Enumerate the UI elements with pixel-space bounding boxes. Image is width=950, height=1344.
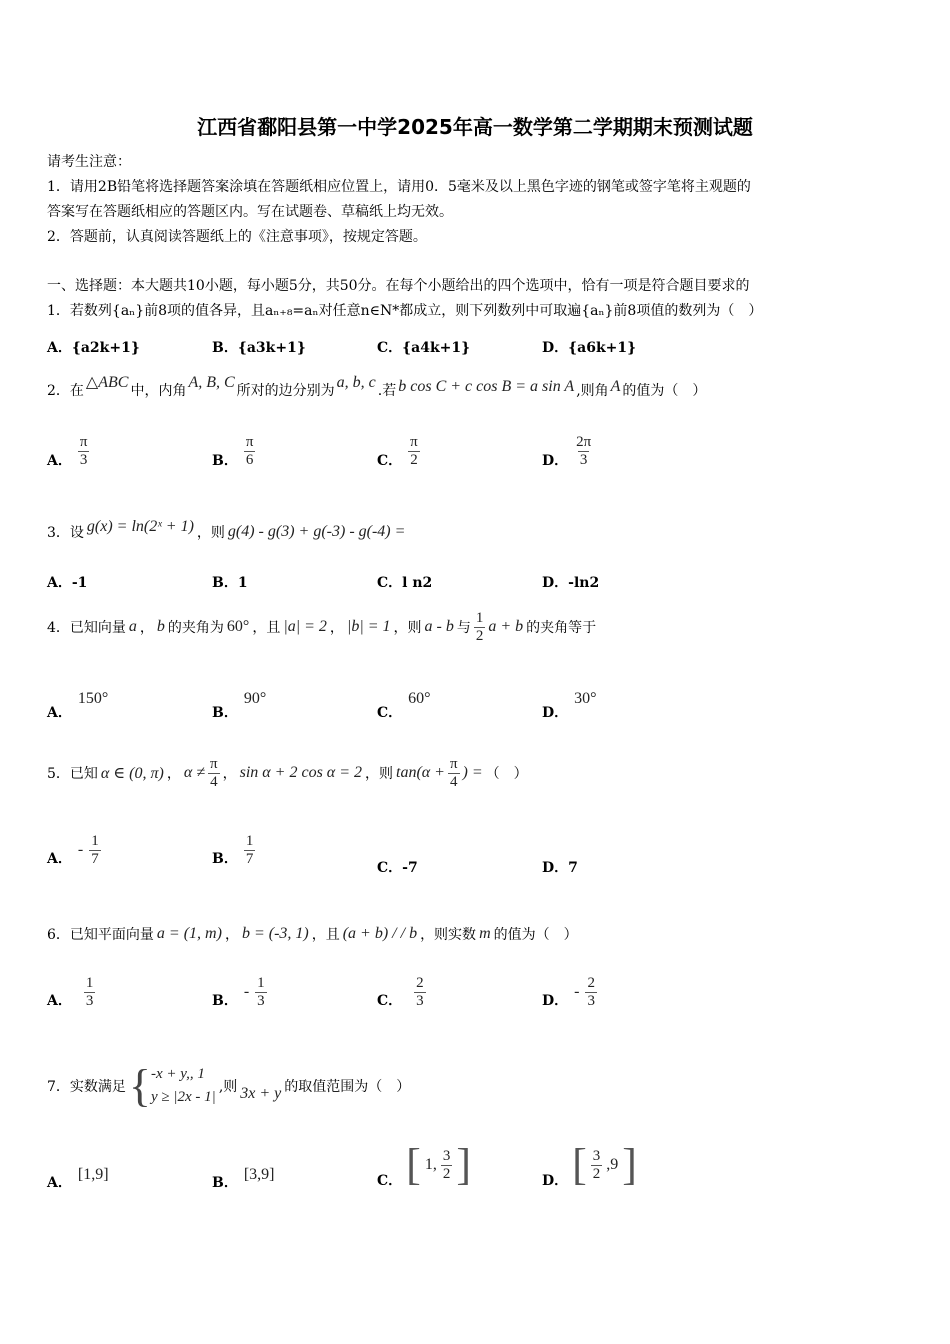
fraction <box>408 434 420 469</box>
q4-mag-b: |b| = 1 <box>346 618 391 635</box>
q4-text-2: ，且 <box>252 620 281 636</box>
q2-text-3: .若 <box>377 383 397 399</box>
q2-sides: a, b, c <box>336 374 376 391</box>
q3-option-d[interactable]: D．-ln2 <box>542 575 600 591</box>
q5-prefix: 5．已知 <box>47 766 98 782</box>
q2-angle-a: A <box>610 378 621 395</box>
option-label: C． <box>377 453 403 469</box>
question-5 <box>47 748 528 798</box>
q7-system <box>128 1060 216 1111</box>
q5-suffix: （ ） <box>485 766 528 782</box>
q3-prefix: 3．设 <box>47 525 84 541</box>
fraction <box>474 610 486 645</box>
left-bracket-icon: [ <box>406 1140 421 1189</box>
denominator: 4 <box>210 773 218 790</box>
q4-prefix: 4．已知向量 <box>47 620 126 636</box>
q6-option-b[interactable] <box>212 974 267 1010</box>
q6-prefix: 6．已知平面向量 <box>47 927 154 943</box>
denominator: 3 <box>85 992 94 1009</box>
fraction <box>244 833 256 868</box>
option-value: 150° <box>77 690 109 707</box>
fraction <box>441 1148 453 1183</box>
q3-function: g(x) = ln(2ˣ + 1) <box>86 518 194 535</box>
option-label: A． <box>47 453 72 469</box>
q1-option-b[interactable]: B．{a3k+1} <box>212 340 306 356</box>
sign: - <box>574 983 580 1000</box>
numerator: 1 <box>85 974 94 991</box>
numerator: 3 <box>442 1147 451 1164</box>
q7-text: ,则 <box>218 1079 238 1095</box>
q3-expression: g(4) - g(3) + g(-3) - g(-4) = <box>227 523 406 540</box>
q7-option-b[interactable] <box>212 1158 275 1192</box>
q4-option-a[interactable] <box>47 690 108 722</box>
q4-mag-a: |a| = 2 <box>283 618 327 635</box>
denominator: 6 <box>245 451 254 468</box>
q2-text-2: 所对的边分别为 <box>236 383 335 399</box>
option-label: A． <box>47 705 72 721</box>
q5-option-c[interactable]: C．-7 <box>377 860 418 876</box>
option-label: C． <box>377 705 403 721</box>
q6-vector-a: a = (1, m) <box>156 925 222 942</box>
q4-angle: 60° <box>226 618 250 635</box>
vector-a: a <box>128 618 137 635</box>
option-label: B． <box>212 1175 238 1191</box>
q7-option-d[interactable] <box>542 1140 637 1190</box>
option-label: D． <box>542 705 569 721</box>
option-label: A． <box>47 993 72 1009</box>
denominator: 3 <box>257 992 265 1009</box>
q2-suffix: 的值为（ ） <box>622 383 707 399</box>
notice-line-3: 2．答题前，认真阅读答题纸上的《注意事项》，按规定答题。 <box>47 229 427 245</box>
q6-suffix: 的值为（ ） <box>493 927 578 943</box>
option-label: A． <box>47 1175 72 1191</box>
q4-text-4: 与 <box>456 620 471 636</box>
q2-equation: b cos C + c cos B = a sin A <box>398 378 575 395</box>
q2-option-a[interactable] <box>47 432 89 470</box>
page-title: 江西省鄱阳县第一中学2025年高一数学第二学期期末预测试题 <box>197 115 753 139</box>
fraction <box>78 434 90 469</box>
option-label: D． <box>542 993 569 1009</box>
section-heading: 一、选择题：本大题共10小题，每小题5分，共50分。在每个小题给出的四个选项中，恰有一项是符合题目要求的 <box>47 278 750 294</box>
numerator: 1 <box>257 974 265 991</box>
q6-text-2: ，则实数 <box>420 927 477 943</box>
q7-option-a[interactable] <box>47 1158 109 1192</box>
option-label: B． <box>212 851 238 867</box>
right-bracket-icon: ] <box>622 1140 637 1189</box>
q5-expr: tan(α + <box>396 764 445 781</box>
q5-option-d[interactable]: D．7 <box>542 860 578 876</box>
q2-option-c[interactable] <box>377 432 420 470</box>
numerator: 3 <box>592 1147 601 1164</box>
denominator: 2 <box>410 451 418 468</box>
q6-option-d[interactable] <box>542 974 597 1010</box>
sign: - <box>243 983 250 1000</box>
option-value: 90° <box>243 690 267 707</box>
q5-sep: ， <box>166 766 181 782</box>
numerator: 2π <box>576 433 592 450</box>
q4-text-3: ，则 <box>393 620 422 636</box>
numerator: π <box>245 433 254 450</box>
q2-prefix: 2．在 <box>47 383 84 399</box>
q6-text-1: ，且 <box>311 927 340 943</box>
denominator: 2 <box>592 1165 601 1182</box>
numerator: 1 <box>91 832 99 849</box>
numerator: 1 <box>245 832 254 849</box>
q2-angles: A, B, C <box>188 374 235 391</box>
numerator: π <box>449 755 458 772</box>
question-4 <box>47 602 596 652</box>
q6-option-a[interactable] <box>47 974 95 1010</box>
q4-text-1: 的夹角为 <box>167 620 224 636</box>
denominator: 3 <box>79 451 88 468</box>
q5-option-a[interactable] <box>47 832 101 868</box>
fraction <box>89 833 101 868</box>
fraction <box>208 756 220 791</box>
denominator: 7 <box>245 850 254 867</box>
q6-sep: ， <box>224 927 239 943</box>
q5-sep-2: ， <box>222 766 237 782</box>
denominator: 2 <box>442 1165 451 1182</box>
option-label: C． <box>377 1173 403 1189</box>
q7-prefix: 7．实数满足 <box>47 1079 126 1095</box>
denominator: 2 <box>475 627 484 644</box>
q3-text: ，则 <box>196 525 225 541</box>
fraction <box>414 975 426 1010</box>
q2-text-1: 中，内角 <box>130 383 187 399</box>
q5-cond-3: sin α + 2 cos α = 2 <box>239 764 362 781</box>
q3-option-c[interactable]: C．l n2 <box>377 575 433 591</box>
q1-option-a[interactable]: A．{a2k+1} <box>47 340 140 356</box>
left-bracket-icon: [ <box>572 1140 587 1189</box>
q5-expr-end: ) = <box>462 764 483 781</box>
numerator: π <box>410 433 418 450</box>
q4-vector-1: a - b <box>424 618 454 635</box>
vector-b: b <box>156 618 165 635</box>
notice-line-2: 答案写在答题纸相应的答题区内。写在试题卷、草稿纸上均无效。 <box>47 204 453 220</box>
q5-cond-2: α ≠ <box>183 764 206 781</box>
q1-option-d[interactable]: D．{a6k+1} <box>542 340 637 356</box>
q4-vector-2: a + b <box>488 618 524 635</box>
q4-suffix: 的夹角等于 <box>526 620 597 636</box>
question-6 <box>47 916 578 952</box>
q6-vector-b: b = (-3, 1) <box>241 925 309 942</box>
q5-text: ，则 <box>365 766 393 782</box>
fraction <box>255 975 267 1010</box>
denominator: 3 <box>416 992 424 1009</box>
notice-line-1: 1．请用2B铅笔将选择题答案涂填在答题纸相应位置上，请用0．5毫米及以上黑色字迹的钢笔或签字笔将主观题的 <box>47 179 751 195</box>
q3-option-b[interactable]: B．1 <box>212 575 248 591</box>
fraction <box>84 975 96 1010</box>
numerator: 2 <box>587 974 595 991</box>
right-bracket-icon: ] <box>456 1140 471 1189</box>
q1-option-c[interactable]: C．{a4k+1} <box>377 340 471 356</box>
option-value: [3,9] <box>243 1166 275 1183</box>
minus-sign: - <box>77 841 84 858</box>
left-brace-icon: { <box>128 1060 152 1111</box>
option-value-end: ,9 <box>606 1156 619 1173</box>
fraction <box>574 434 593 469</box>
q7-system-line-2: y ≥ |2x - 1| <box>151 1089 216 1105</box>
question-1-text: 1．若数列{aₙ}前8项的值各异，且aₙ₊₈=aₙ对任意n∈N*都成立，则下列数列中可取遍{aₙ}前8项值的数列为（ ） <box>47 303 763 319</box>
q4-option-d[interactable] <box>542 690 597 722</box>
option-value: 60° <box>408 690 431 707</box>
option-value-start: 1, <box>424 1156 437 1173</box>
option-label: A． <box>47 851 72 867</box>
q2-option-d[interactable] <box>542 432 593 470</box>
numerator: π <box>210 755 218 772</box>
option-label: B． <box>212 993 238 1009</box>
numerator: π <box>79 433 88 450</box>
q7-option-c[interactable] <box>377 1140 471 1190</box>
notice-heading: 请考生注意： <box>47 154 131 170</box>
fraction <box>448 756 460 791</box>
q2-option-b[interactable] <box>212 432 255 470</box>
q7-expression: 3x + y <box>240 1085 282 1102</box>
q4-sep: ， <box>139 620 154 636</box>
q7-suffix: 的取值范围为（ ） <box>284 1079 411 1095</box>
fraction <box>244 434 256 469</box>
q2-text-4: ,则角 <box>576 383 609 399</box>
q7-system-line-1: -x + y,, 1 <box>151 1066 205 1082</box>
q4-option-b[interactable] <box>212 690 266 722</box>
denominator: 3 <box>587 992 595 1009</box>
option-label: B． <box>212 705 238 721</box>
q6-condition: (a + b) / / b <box>342 925 418 942</box>
q4-option-c[interactable] <box>377 690 431 722</box>
denominator: 3 <box>579 451 588 468</box>
denominator: 7 <box>91 850 99 867</box>
numerator: 2 <box>416 974 424 991</box>
option-label: D． <box>542 453 569 469</box>
fraction <box>585 975 597 1010</box>
question-3 <box>47 512 405 542</box>
q2-triangle: △ABC <box>85 374 129 391</box>
option-label: B． <box>212 453 238 469</box>
option-value: [1,9] <box>77 1166 109 1183</box>
question-7 <box>47 1056 410 1116</box>
q3-option-a[interactable]: A．-1 <box>47 575 88 591</box>
q6-m: m <box>479 925 491 942</box>
fraction <box>591 1148 603 1183</box>
q5-option-b[interactable] <box>212 832 255 868</box>
question-2 <box>47 370 706 400</box>
q5-cond-1: α ∈ (0, π) <box>100 765 164 782</box>
option-value: 30° <box>574 690 597 707</box>
numerator: 1 <box>475 609 484 626</box>
option-label: C． <box>377 993 403 1009</box>
q6-option-c[interactable] <box>377 974 426 1010</box>
option-label: D． <box>542 1173 569 1189</box>
denominator: 4 <box>450 773 458 790</box>
q4-sep-2: ， <box>329 620 344 636</box>
